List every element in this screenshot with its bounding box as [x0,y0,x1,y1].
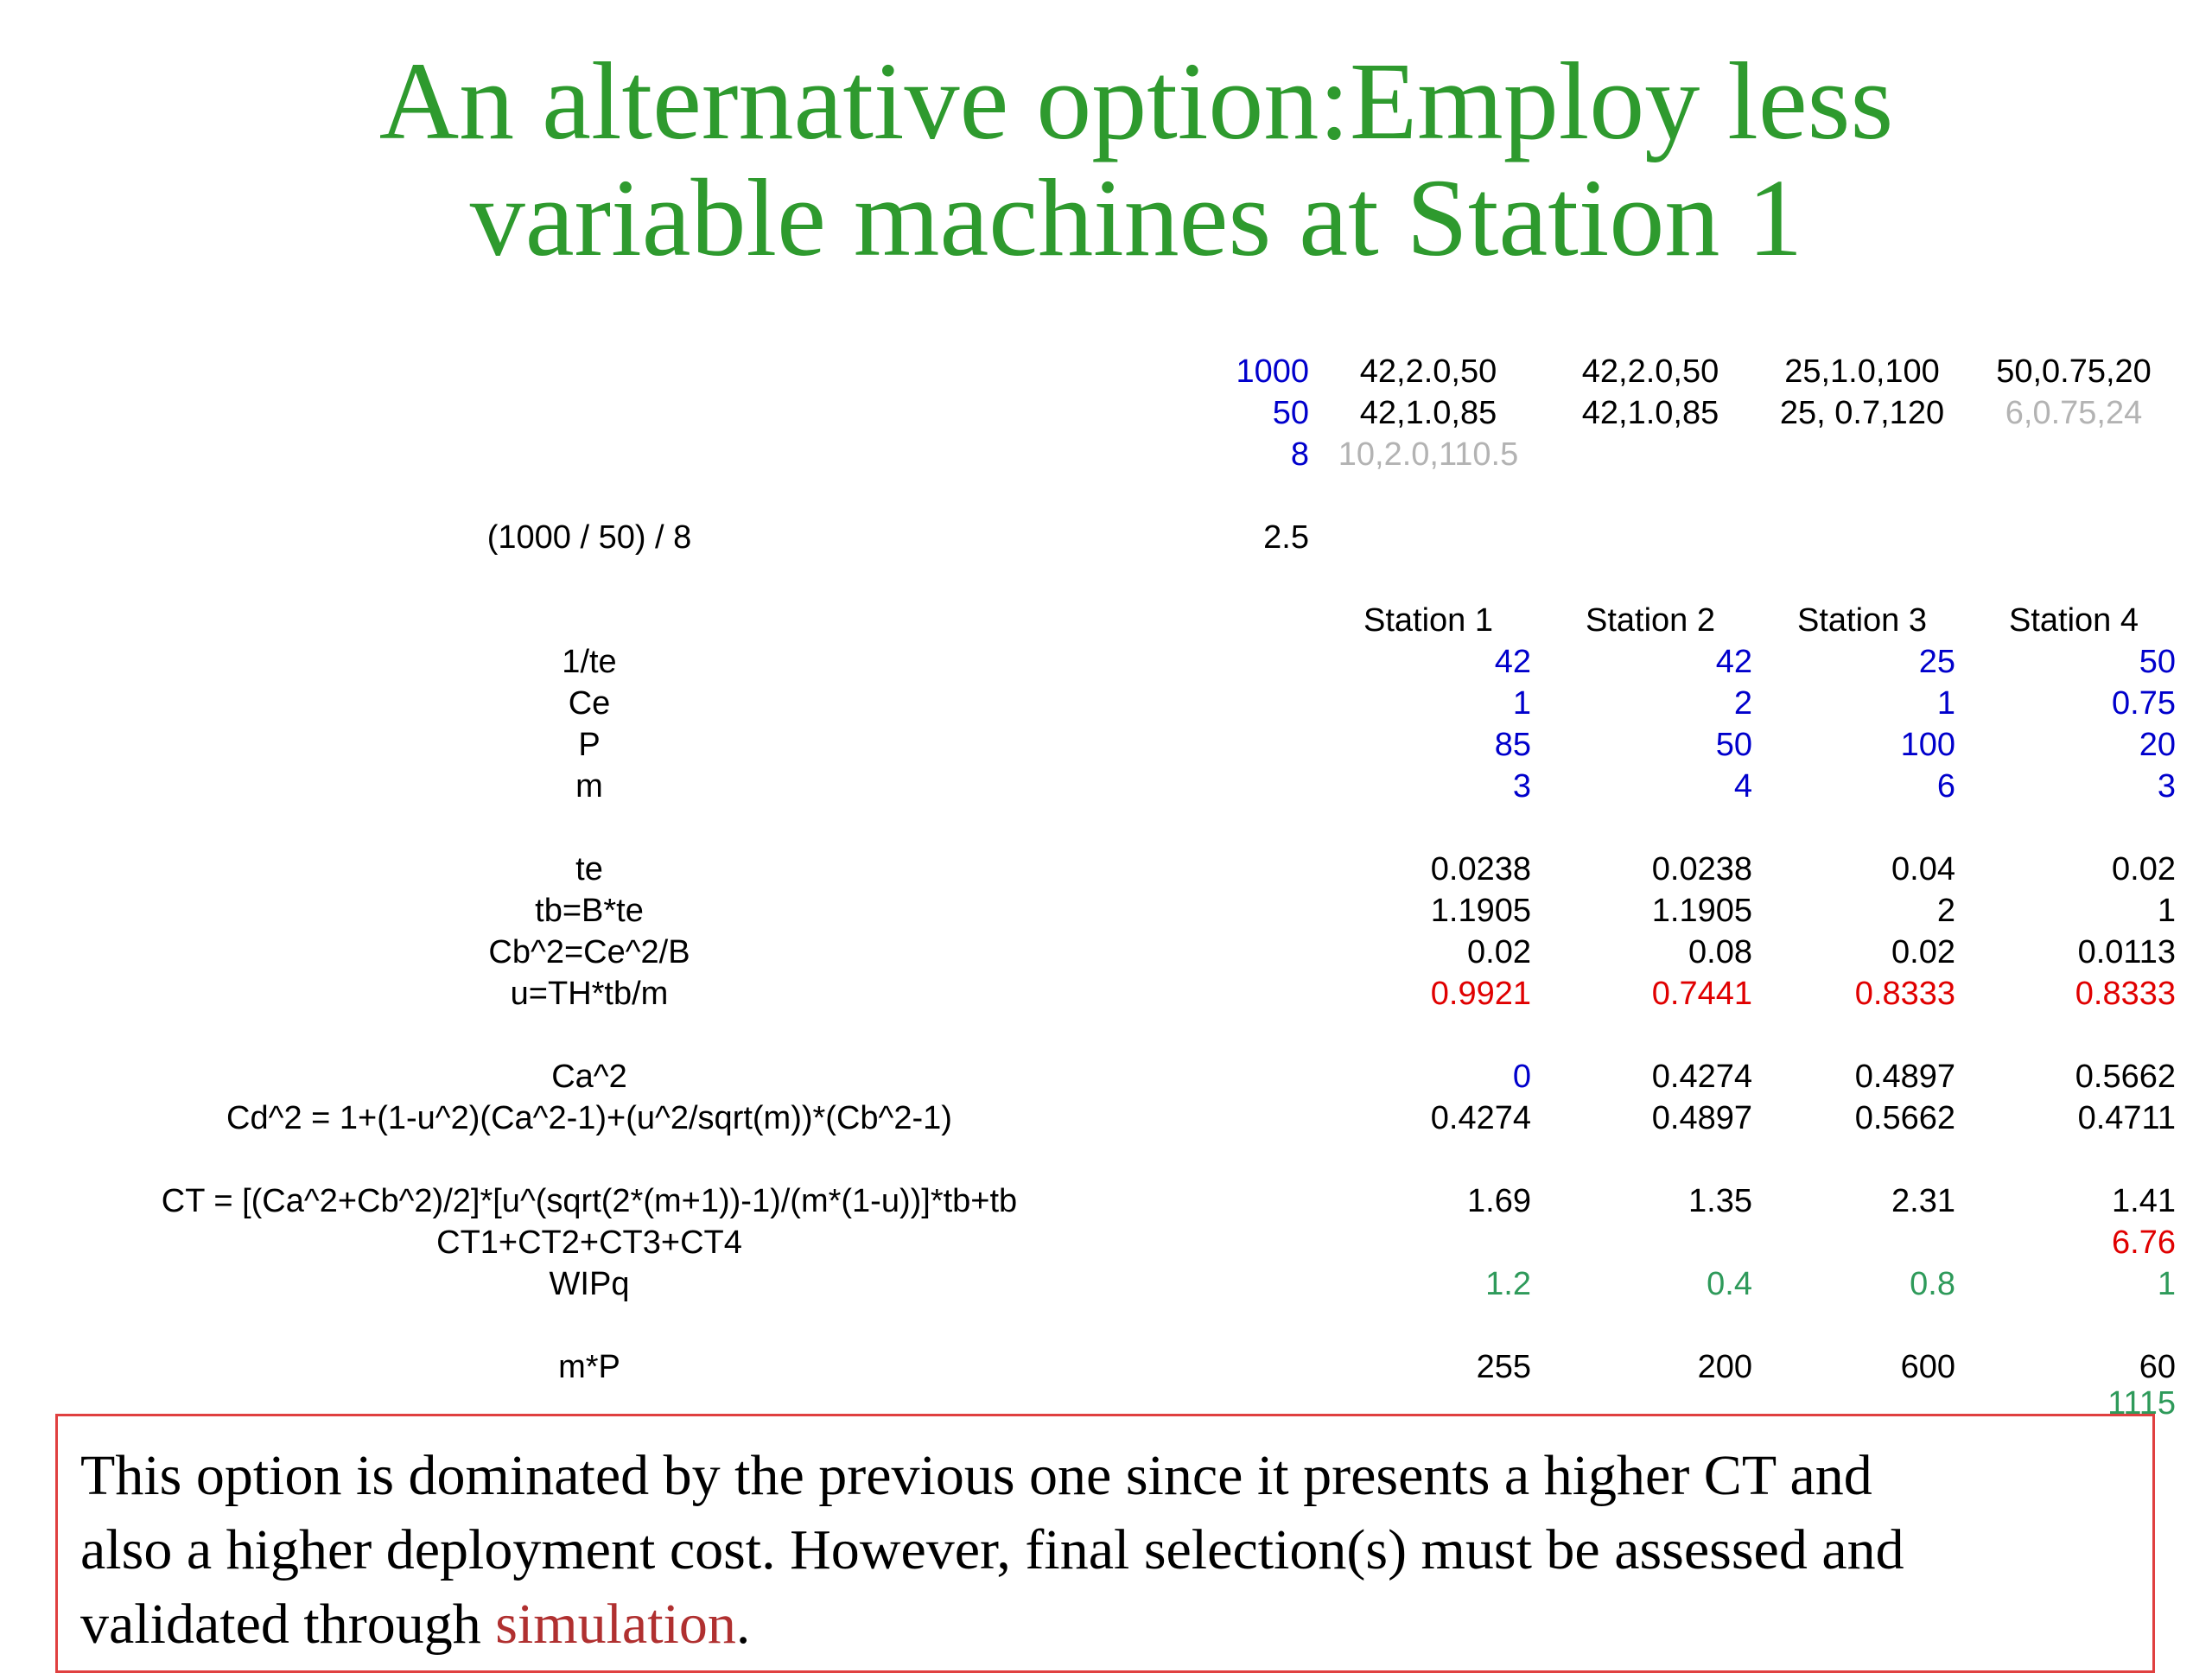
cell-ct-total: 6.76 [2112,1225,2176,1261]
title-line-1: An alternative option:Employ less [378,40,1894,162]
cell-cd2-s3: 0.5662 [1854,1100,1955,1136]
simulation-highlight: simulation [495,1593,736,1656]
cell-ca2-s1: 0 [1512,1059,1531,1095]
cell-cost-s3: 600 [1900,1349,1955,1385]
station-header-4: Station 4 [2009,602,2139,639]
cell-inv-te-s3: 25 [1918,644,1955,680]
param-s4-opt1: 50,0.75,20 [1996,353,2152,390]
param-batches: 8 [1290,436,1309,473]
row-label-p: P [578,727,601,763]
cell-ce-s3: 1 [1936,685,1955,722]
batch-value: 2.5 [1263,519,1309,556]
note-line-3-prefix: validated through [80,1593,496,1656]
note-line-3 [80,1587,2152,1662]
cell-inv-te-s4: 50 [2139,644,2176,680]
cell-tb-s2: 1.1905 [1651,893,1752,929]
row-label-ca2: Ca^2 [551,1059,627,1095]
note-line-1: This option is dominated by the previous one since it presents a higher CT and [80,1444,1872,1507]
cell-te-s4: 0.02 [2112,851,2176,887]
param-batch-size: 50 [1272,395,1309,431]
cell-u-s1: 0.9921 [1430,976,1531,1012]
cell-ce-s4: 0.75 [2112,685,2176,722]
cell-tb-s1: 1.1905 [1430,893,1531,929]
row-label-cd2: Cd^2 = 1+(1-u^2)(Ca^2-1)+(u^2/sqrt(m))*(Cb^2-1) [226,1100,952,1136]
slide-title [0,40,2212,279]
cell-cd2-s4: 0.4711 [2077,1100,2176,1136]
cell-cd2-s1: 0.4274 [1430,1100,1531,1136]
cell-m-s3: 6 [1936,768,1955,805]
cell-te-s3: 0.04 [1891,851,1955,887]
cell-ct-s3: 2.31 [1891,1183,1955,1219]
title-line-2: variable machines at Station 1 [469,156,1803,279]
note-line-3-suffix: . [735,1593,751,1656]
cell-ca2-s2: 0.4274 [1651,1059,1752,1095]
cell-cb2-s2: 0.08 [1688,934,1752,970]
cell-p-s3: 100 [1900,727,1955,763]
param-s1-opt3: 10,2.0,110.5 [1338,436,1519,473]
cell-cost-s4: 60 [2139,1349,2176,1385]
cell-wipq-s3: 0.8 [1910,1266,1955,1302]
cell-te-s2: 0.0238 [1651,851,1752,887]
cell-inv-te-s1: 42 [1494,644,1531,680]
row-label-wipq: WIPq [549,1266,630,1302]
cell-u-s3: 0.8333 [1854,976,1955,1012]
cell-cb2-s1: 0.02 [1467,934,1531,970]
cell-u-s4: 0.8333 [2075,976,2176,1012]
param-s4-opt2: 6,0.75,24 [2005,395,2143,431]
row-label-ct: CT = [(Ca^2+Cb^2)/2]*[u^(sqrt(2*(m+1))-1)/(m*(1-u))]*tb+tb [161,1183,1018,1219]
batch-formula: (1000 / 50) / 8 [486,519,692,556]
param-s1-opt1: 42,2.0,50 [1359,353,1497,390]
note-line-2: also a higher deployment cost. However, final selection(s) must be assessed and [80,1518,1904,1581]
row-label-m: m [575,768,603,805]
cell-cost-s2: 200 [1697,1349,1752,1385]
row-label-ct-sum: CT1+CT2+CT3+CT4 [436,1225,742,1261]
param-demand: 1000 [1236,353,1309,390]
cell-wipq-s1: 1.2 [1485,1266,1531,1302]
row-label-u: u=TH*tb/m [510,976,669,1012]
row-label-inv-te: 1/te [562,644,617,680]
station-header-1: Station 1 [1363,602,1493,639]
cell-ct-s2: 1.35 [1688,1183,1752,1219]
param-s2-opt1: 42,2.0,50 [1581,353,1719,390]
cell-cost-total: 1115 [2107,1385,2176,1422]
cell-wipq-s4: 1 [2157,1266,2176,1302]
cell-te-s1: 0.0238 [1430,851,1531,887]
cell-p-s4: 20 [2139,727,2176,763]
row-label-cb2: Cb^2=Ce^2/B [488,934,690,970]
cell-ca2-s4: 0.5662 [2075,1059,2176,1095]
station-header-2: Station 2 [1586,602,1715,639]
cell-ct-s4: 1.41 [2112,1183,2176,1219]
cell-m-s2: 4 [1733,768,1752,805]
row-label-te: te [575,851,603,887]
cell-cb2-s4: 0.0113 [2077,934,2176,970]
cell-tb-s3: 2 [1936,893,1955,929]
cell-tb-s4: 1 [2157,893,2176,929]
cell-m-s4: 3 [2157,768,2176,805]
cell-cost-s1: 255 [1476,1349,1531,1385]
cell-ce-s1: 1 [1512,685,1531,722]
param-s2-opt2: 42,1.0,85 [1581,395,1719,431]
param-s3-opt2: 25, 0.7,120 [1779,395,1945,431]
param-s1-opt2: 42,1.0,85 [1359,395,1497,431]
cell-ca2-s3: 0.4897 [1854,1059,1955,1095]
cell-cb2-s3: 0.02 [1891,934,1955,970]
cell-wipq-s2: 0.4 [1707,1266,1752,1302]
cell-p-s1: 85 [1494,727,1531,763]
cell-ce-s2: 2 [1733,685,1752,722]
conclusion-note [55,1414,2155,1673]
cell-u-s2: 0.7441 [1651,976,1752,1012]
station-header-3: Station 3 [1797,602,1927,639]
cell-p-s2: 50 [1715,727,1752,763]
cell-cd2-s2: 0.4897 [1651,1100,1752,1136]
row-label-ce: Ce [568,685,611,722]
cell-inv-te-s2: 42 [1715,644,1752,680]
cell-m-s1: 3 [1512,768,1531,805]
row-label-tb: tb=B*te [535,893,644,929]
param-s3-opt1: 25,1.0,100 [1784,353,1940,390]
cell-ct-s1: 1.69 [1467,1183,1531,1219]
row-label-cost: m*P [558,1349,620,1385]
